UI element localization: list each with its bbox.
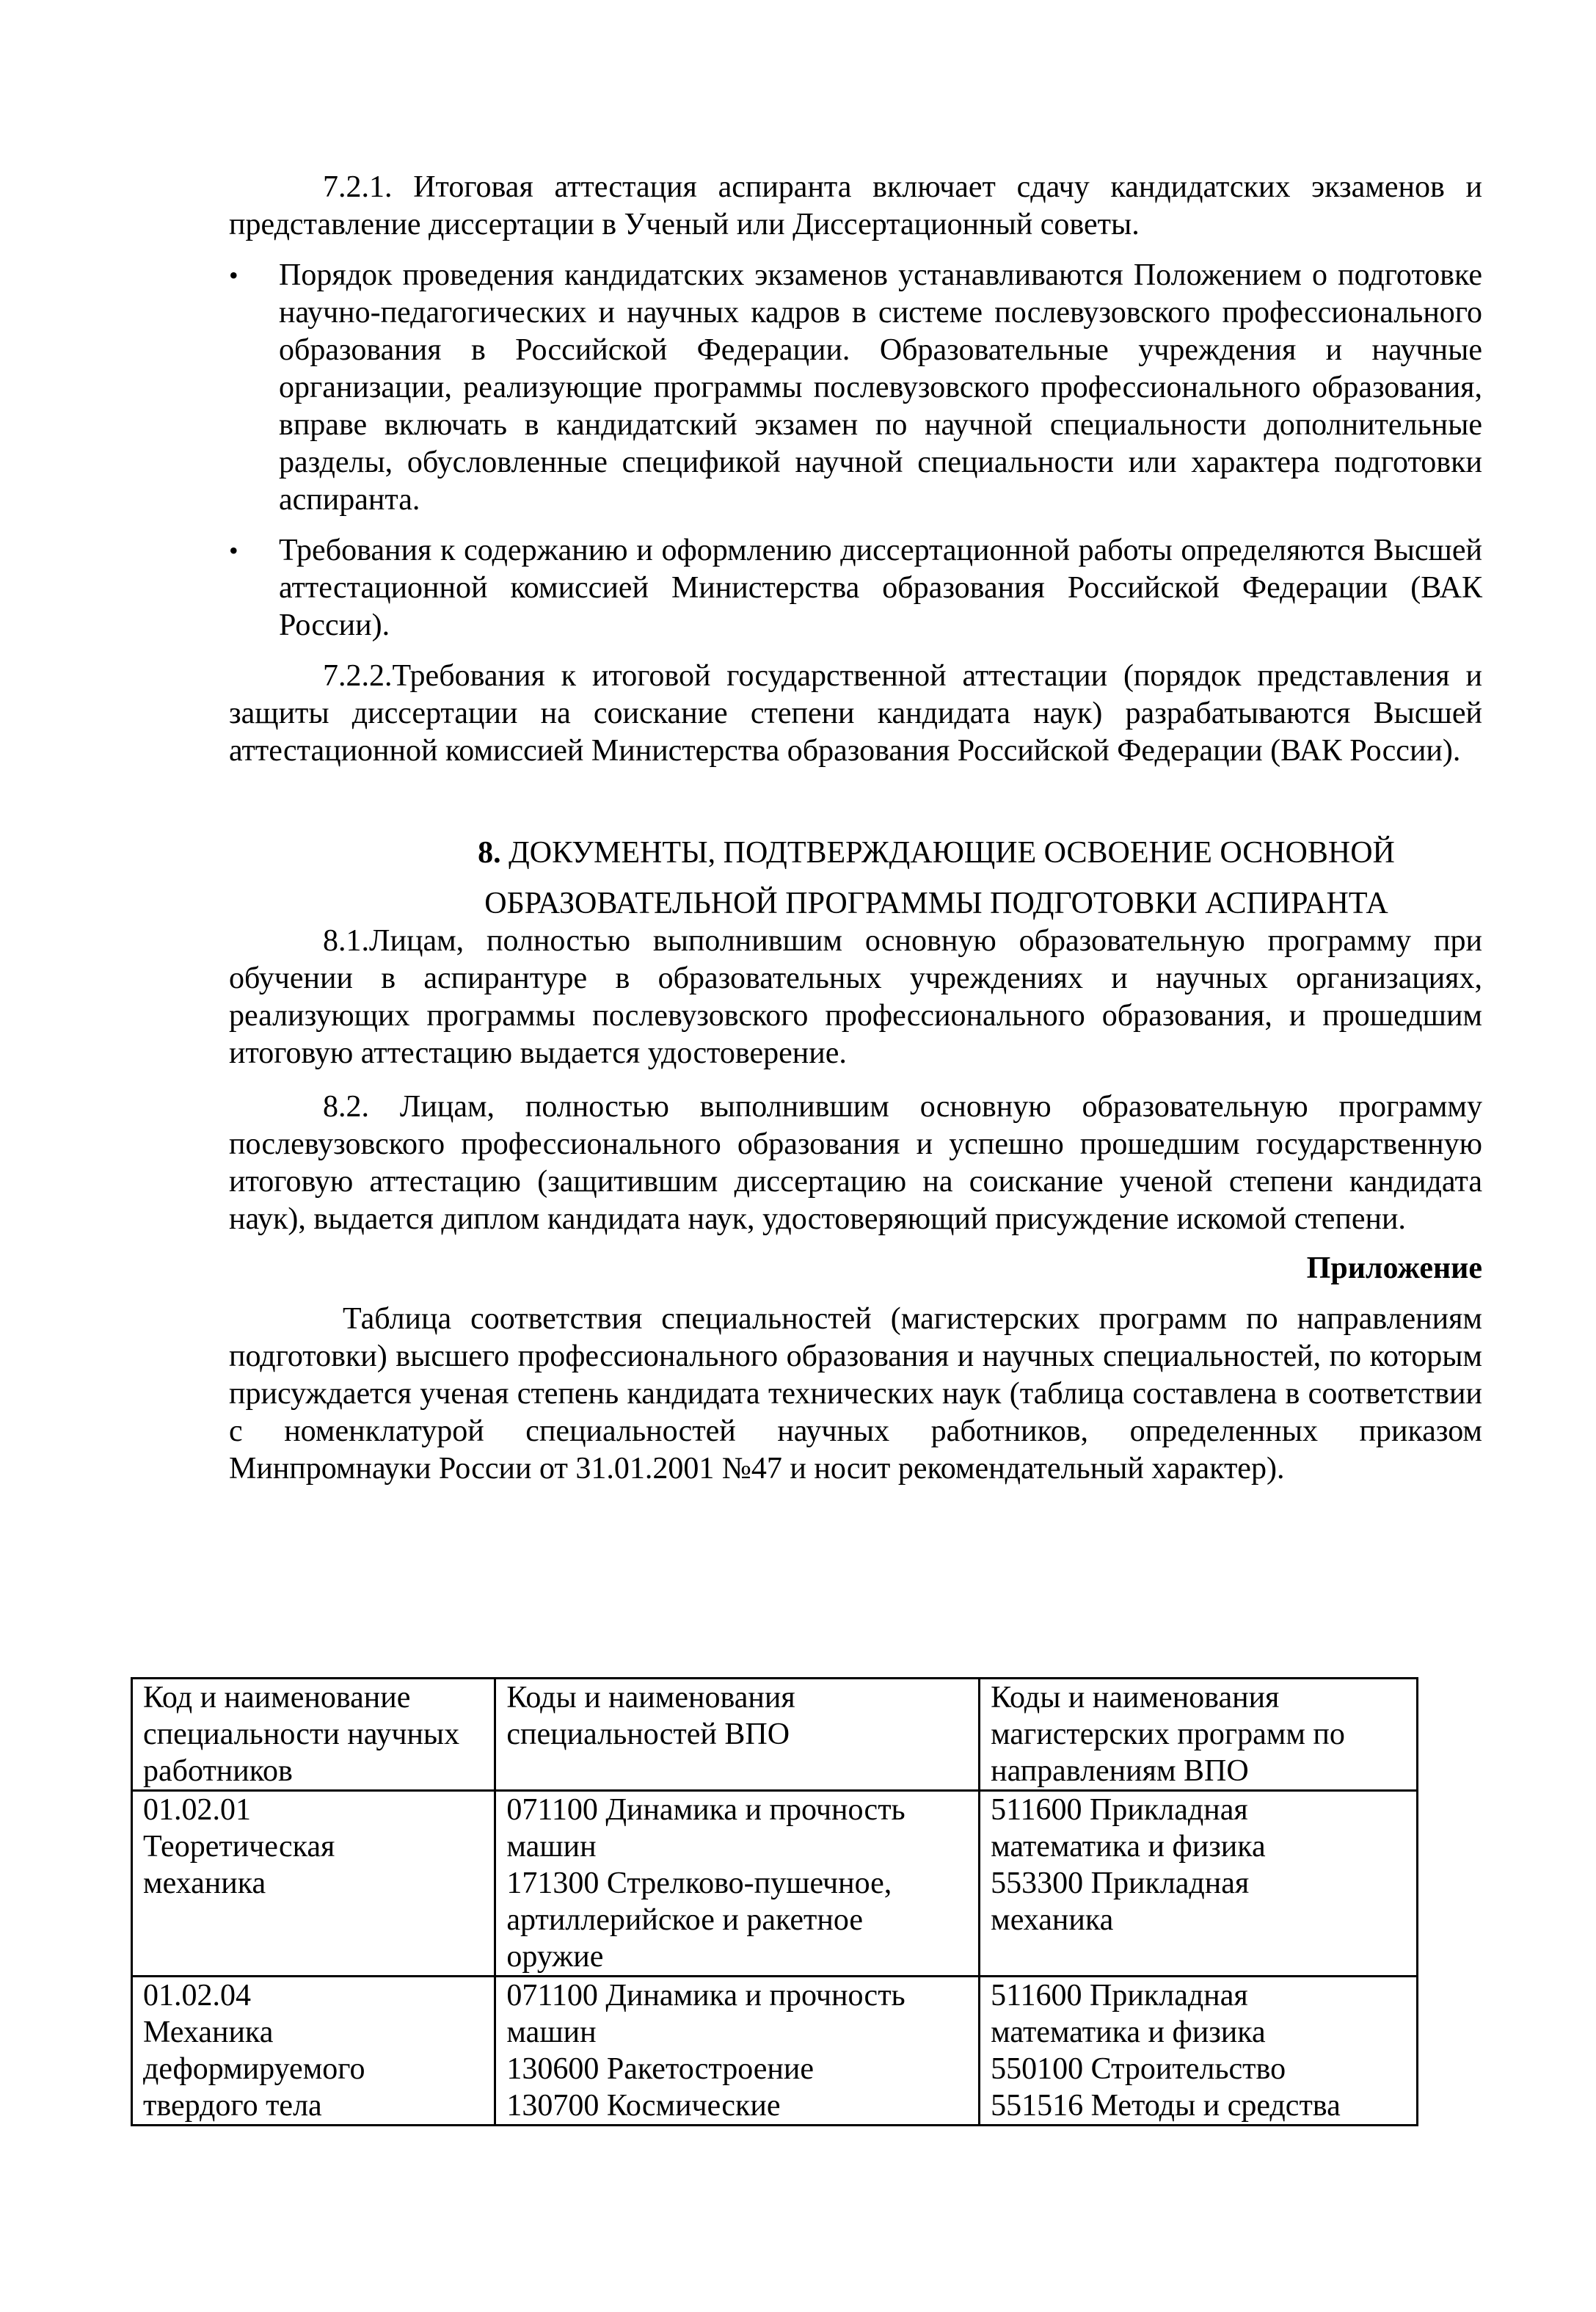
appendix-intro: Таблица соответствия специальностей (магистерских программ по направлениям подготовки) высшего профессионального образования и научных специальностей, по которым присуждается ученая степень кандидата технических наук (таблица составлена в соответствии с номенклатурой специальностей научных работников, определенных приказом Минпромнауки России от 31.01.2001 №47 и носит рекомендательный характер). — [229, 1302, 1482, 1486]
cell-text: твердого тела — [143, 2089, 322, 2123]
cell-text: 130700 Космические — [506, 2089, 781, 2123]
cell-text: 550100 Строительство — [991, 2052, 1286, 2086]
cell-text: магистерских программ по — [991, 1717, 1345, 1751]
cell-text: Коды и наименования — [506, 1681, 795, 1715]
document-page — [229, 169, 1482, 1488]
cell-text: математика и физика — [991, 2015, 1266, 2049]
cell-text: машин — [506, 1830, 597, 1864]
cell-text: Коды и наименования — [991, 1681, 1280, 1715]
bullet-item-1 — [229, 257, 1482, 519]
table-row — [132, 1791, 1418, 1977]
table-cell — [132, 1977, 495, 2126]
cell-text: 071100 Динамика и прочность — [506, 1979, 906, 2013]
cell-text: артиллерийское и ракетное — [506, 1903, 863, 1937]
bullet-dot-icon: • — [229, 261, 238, 290]
cell-text: механика — [991, 1903, 1114, 1937]
cell-text: 553300 Прикладная — [991, 1866, 1250, 1900]
cell-text: 01.02.01 — [143, 1793, 251, 1827]
table-cell — [495, 1791, 980, 1977]
cell-text: математика и физика — [991, 1830, 1266, 1864]
specialty-table — [131, 1677, 1418, 2126]
cell-text: 01.02.04 — [143, 1979, 251, 2013]
section-8-number: 8. — [478, 836, 501, 870]
paragraph-7-2-2: 7.2.2.Требования к итоговой государственной аттестации (порядок представления и защиты диссертации на соискание степени кандидата наук) разрабатываются Высшей аттестационной комиссией Министерства образования Российской Федерации (ВАК России). — [229, 659, 1482, 768]
table-cell — [132, 1791, 495, 1977]
cell-text: Механика — [143, 2015, 274, 2049]
cell-text: 511600 Прикладная — [991, 1793, 1248, 1827]
table-header-row — [132, 1679, 1418, 1791]
section-8-title-line1 — [229, 835, 1482, 872]
paragraph-8-2: 8.2. Лицам, полностью выполнившим основную образовательную программу послевузовского профессионального образования и успешно прошедшим государственную итоговую аттестацию (защитившим диссертацию на соискание ученой степени кандидата наук), выдается диплом кандидата наук, удостоверяющий присуждение искомой степени. — [229, 1090, 1482, 1236]
cell-text: механика — [143, 1866, 266, 1900]
cell-text: деформируемого — [143, 2052, 365, 2086]
cell-text: специальностей ВПО — [506, 1717, 790, 1751]
cell-text: оружие — [506, 1940, 604, 1974]
table-header-cell — [495, 1679, 980, 1791]
cell-text: работников — [143, 1754, 293, 1788]
cell-text: направлениям ВПО — [991, 1754, 1249, 1788]
section-8-heading — [229, 835, 1482, 923]
bullet-item-2 — [229, 532, 1482, 644]
table-cell — [495, 1977, 980, 2126]
table-header-cell — [132, 1679, 495, 1791]
bullet-text-2: Требования к содержанию и оформлению диссертационной работы определяются Высшей аттестационной комиссией Министерства образования Российской Федерации (ВАК России). — [279, 534, 1482, 642]
section-8-title-text: ДОКУМЕНТЫ, ПОДТВЕРЖДАЮЩИЕ ОСВОЕНИЕ ОСНОВНОЙ — [509, 836, 1395, 870]
cell-text: 171300 Стрелково-пушечное, — [506, 1866, 892, 1900]
table-cell — [980, 1791, 1418, 1977]
cell-text: специальности научных — [143, 1717, 460, 1751]
cell-text: машин — [506, 2015, 597, 2049]
cell-text: 551516 Методы и средства — [991, 2089, 1341, 2123]
table-row — [132, 1977, 1418, 2126]
table-cell — [980, 1977, 1418, 2126]
cell-text: 071100 Динамика и прочность — [506, 1793, 906, 1827]
table-header-cell — [980, 1679, 1418, 1791]
section-8-title-line2: ОБРАЗОВАТЕЛЬНОЙ ПРОГРАММЫ ПОДГОТОВКИ АСПИРАНТА — [484, 887, 1388, 920]
paragraph-8-1: 8.1.Лицам, полностью выполнившим основную образовательную программу при обучении в аспирантуре в образовательных учреждениях и научных организациях, реализующих программы послевузовского профессионального образования, и прошедшим итоговую аттестацию выдается удостоверение. — [229, 924, 1482, 1070]
cell-text: 130600 Ракетостроение — [506, 2052, 814, 2086]
cell-text: 511600 Прикладная — [991, 1979, 1248, 2013]
cell-text: Код и наименование — [143, 1681, 411, 1715]
bullet-dot-icon: • — [229, 536, 238, 565]
paragraph-7-2-1: 7.2.1. Итоговая аттестация аспиранта включает сдачу кандидатских экзаменов и представление диссертации в Ученый или Диссертационный советы. — [229, 170, 1482, 241]
bullet-text-1: Порядок проведения кандидатских экзаменов устанавливаются Положением о подготовке научно-педагогических и научных кадров в системе послевузовского профессионального образования в Российской Федерации. Образовательные учреждения и научные организации, реализующие программы послевузовского профессионального образования, вправе включать в кандидатский экзамен по научной специальности дополнительные разделы, обусловленные спецификой научной специальности или характера подготовки аспиранта. — [279, 258, 1482, 517]
appendix-label: Приложение — [1306, 1251, 1482, 1285]
cell-text: Теоретическая — [143, 1830, 335, 1864]
